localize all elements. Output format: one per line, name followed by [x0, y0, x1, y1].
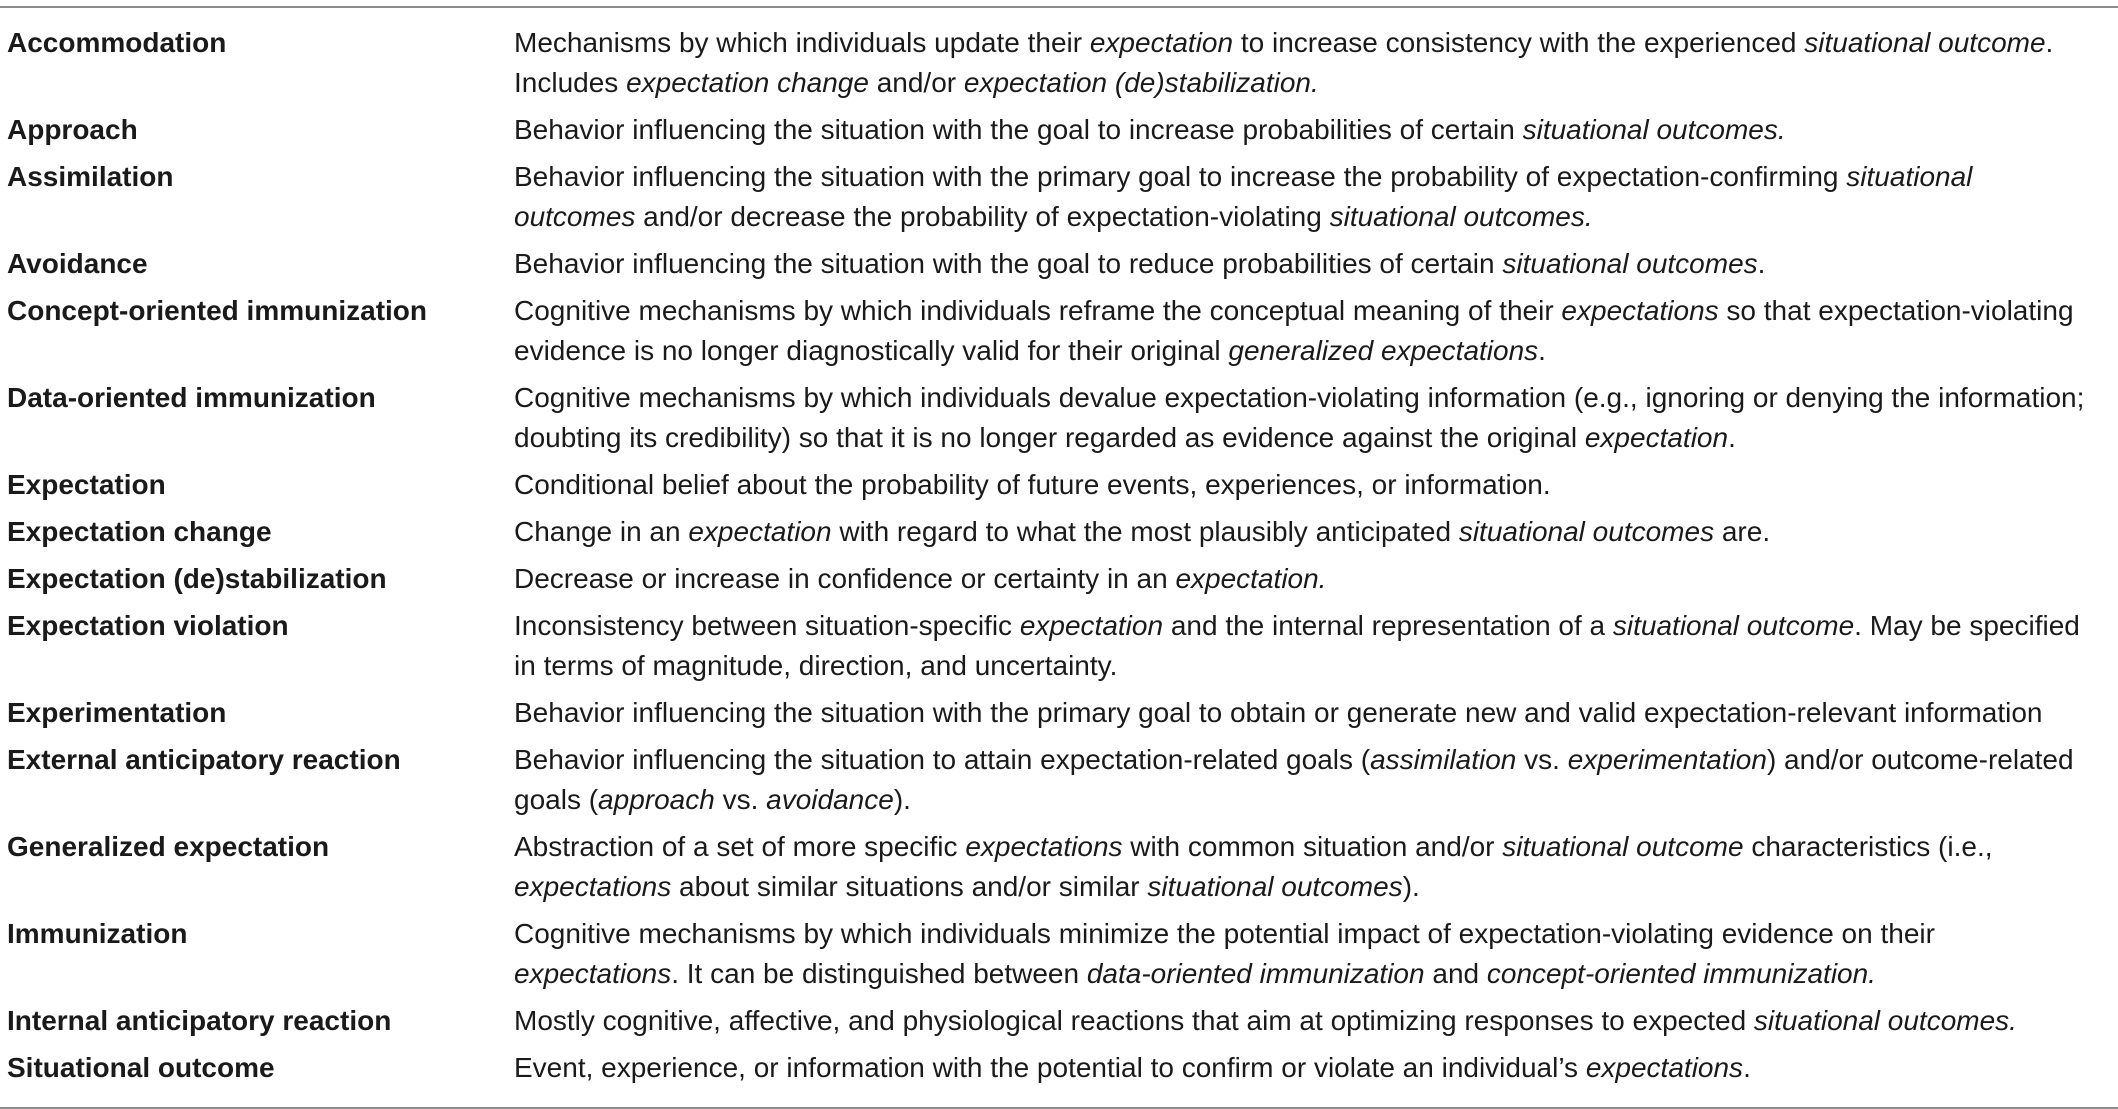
definition-italic-text: expectation [1584, 422, 1729, 453]
definition-cell [514, 110, 2118, 150]
definition-text: ) and/or outcome-related goals ( [514, 744, 2074, 815]
definition-text: . It can be distinguished between [671, 958, 1087, 989]
definition-text: with regard to what the most plausibly anticipated [831, 516, 1459, 547]
definition-text: and/or [868, 67, 964, 98]
definition-italic-text: expectation [1089, 27, 1234, 58]
definition-italic-text: data-oriented immunization [1086, 958, 1425, 989]
definition-italic-text: expectations [514, 871, 672, 902]
definition-text: Decrease or increase in confidence or certainty in an [514, 563, 1176, 594]
definition-text: Change in an [514, 516, 689, 547]
definition-italic-text: situational outcomes. [1522, 114, 1786, 145]
definition-text: and [1424, 958, 1487, 989]
term-cell: Assimilation [7, 161, 174, 192]
term-cell: Expectation (de)stabilization [7, 563, 387, 594]
table-row [0, 559, 2118, 599]
definition-text: Behavior influencing the situation with the primary goal to increase the probability of expectation-confirming [514, 161, 1847, 192]
definition-cell [514, 827, 2118, 907]
definition-text: vs. [714, 784, 767, 815]
definition-cell [514, 1048, 2118, 1088]
definition-italic-text: expectation [688, 516, 832, 547]
definition-cell [514, 291, 2118, 371]
definition-text: Abstraction of a set of more specific [514, 831, 966, 862]
definition-text: Behavior influencing the situation with the goal to increase probabilities of certain [514, 114, 1523, 145]
definition-text: vs. [1516, 744, 1568, 775]
table-row [0, 157, 2118, 237]
term-cell: Internal anticipatory reaction [7, 1005, 392, 1036]
definition-text: Inconsistency between situation-specific [514, 610, 1020, 641]
definition-text: . [1728, 422, 1736, 453]
definition-cell [514, 465, 2118, 505]
definition-italic-text: approach [598, 784, 715, 815]
definition-text: . [1757, 248, 1766, 279]
table-row [0, 244, 2118, 284]
definition-italic-text: expectation [1019, 610, 1164, 641]
term-cell: Expectation violation [7, 610, 289, 641]
table-row [0, 740, 2118, 820]
definition-cell [514, 512, 2118, 552]
table-row [0, 465, 2118, 505]
table-row [0, 827, 2118, 907]
definition-italic-text: concept-oriented immunization. [1486, 958, 1876, 989]
definition-text: ). [1402, 871, 1420, 902]
definition-italic-text: expectations [514, 958, 672, 989]
term-cell: External anticipatory reaction [7, 744, 401, 775]
definition-text: so that expectation-violating evidence is no longer diagnostically valid for their original [514, 295, 2074, 366]
definition-italic-text: situational outcomes [514, 161, 1973, 232]
table-row [0, 291, 2118, 371]
table-row [0, 1048, 2118, 1088]
definition-cell [514, 740, 2118, 820]
definition-cell [514, 244, 2118, 284]
definition-text: . [1538, 335, 1546, 366]
table-row [0, 110, 2118, 150]
definition-cell [514, 914, 2118, 994]
definition-text: . May be specified in terms of magnitude, direction, and uncertainty. [514, 610, 2080, 681]
definition-italic-text: situational outcomes. [1329, 201, 1593, 232]
definition-text: Cognitive mechanisms by which individuals devalue expectation-violating information (e.g., ignoring or denying the information; doubting its credibility) so that it is no longer regarded as evidence against the original [514, 382, 2085, 453]
definition-text: Behavior influencing the situation with the primary goal to obtain or generate new and valid expectation-relevant information [514, 697, 2043, 728]
definition-cell [514, 559, 2118, 599]
term-cell: Situational outcome [7, 1052, 275, 1083]
definition-text: . Includes [514, 27, 2054, 98]
definition-italic-text: situational outcome [1502, 831, 1744, 862]
definition-text: Mechanisms by which individuals update their [514, 27, 1090, 58]
definition-italic-text: situational outcomes [1147, 871, 1403, 902]
table-row [0, 23, 2118, 103]
term-cell: Expectation change [7, 516, 272, 547]
definition-italic-text: situational outcomes [1458, 516, 1715, 547]
term-cell: Data-oriented immunization [7, 382, 376, 413]
table-row [0, 378, 2118, 458]
definition-italic-text: expectation. [1175, 563, 1327, 594]
definition-italic-text: generalized expectations [1228, 335, 1539, 366]
table-row [0, 512, 2118, 552]
definition-text: characteristics (i.e., [1743, 831, 1993, 862]
glossary-rows [0, 8, 2118, 1107]
definition-cell [514, 693, 2118, 733]
definition-italic-text: expectation change [626, 67, 869, 98]
table-row [0, 693, 2118, 733]
definition-italic-text: situational outcome [1804, 27, 2046, 58]
definition-text: Mostly cognitive, affective, and physiological reactions that aim at optimizing responses to expected [514, 1005, 1754, 1036]
definition-text: about similar situations and/or similar [671, 871, 1148, 902]
glossary-table [0, 6, 2118, 1109]
table-row [0, 606, 2118, 686]
definition-text: Conditional belief about the probability of future events, experiences, or information. [514, 469, 1551, 500]
definition-text: Behavior influencing the situation to attain expectation-related goals ( [514, 744, 1371, 775]
definition-text: Cognitive mechanisms by which individuals reframe the conceptual meaning of their [514, 295, 1562, 326]
definition-cell [514, 157, 2118, 237]
table-row [0, 1001, 2118, 1041]
definition-italic-text: avoidance [766, 784, 894, 815]
definition-italic-text: expectations [1585, 1052, 1744, 1083]
definition-text: Cognitive mechanisms by which individuals minimize the potential impact of expectation-violating evidence on their [514, 918, 1935, 949]
definition-italic-text: expectation (de)stabilization. [963, 67, 1319, 98]
definition-text: are. [1714, 516, 1771, 547]
definition-text: to increase consistency with the experienced [1233, 27, 1805, 58]
definition-italic-text: expectations [965, 831, 1123, 862]
term-cell: Accommodation [7, 27, 227, 58]
definition-italic-text: situational outcomes. [1753, 1005, 2017, 1036]
definition-text: with common situation and/or [1122, 831, 1503, 862]
definition-italic-text: situational outcome [1612, 610, 1855, 641]
term-cell: Generalized expectation [7, 831, 330, 862]
term-cell: Immunization [7, 918, 188, 949]
definition-text: and/or decrease the probability of expectation-violating [635, 201, 1330, 232]
definition-italic-text: expectations [1561, 295, 1719, 326]
term-cell: Expectation [7, 469, 166, 500]
definition-cell [514, 1001, 2118, 1041]
term-cell: Concept-oriented immunization [7, 295, 427, 326]
definition-cell [514, 606, 2118, 686]
definition-text: ). [893, 784, 911, 815]
definition-text: . [1743, 1052, 1751, 1083]
definition-text: and the internal representation of a [1163, 610, 1613, 641]
term-cell: Approach [7, 114, 138, 145]
definition-text: Behavior influencing the situation with the goal to reduce probabilities of certain [514, 248, 1503, 279]
table-row [0, 914, 2118, 994]
definition-italic-text: situational outcomes [1502, 248, 1758, 279]
term-cell: Avoidance [7, 248, 148, 279]
definition-italic-text: assimilation [1370, 744, 1517, 775]
definition-cell [514, 378, 2118, 458]
definition-cell [514, 23, 2118, 103]
definition-text: Event, experience, or information with the potential to confirm or violate an individual’s [514, 1052, 1586, 1083]
term-cell: Experimentation [7, 697, 227, 728]
definition-italic-text: experimentation [1567, 744, 1767, 775]
